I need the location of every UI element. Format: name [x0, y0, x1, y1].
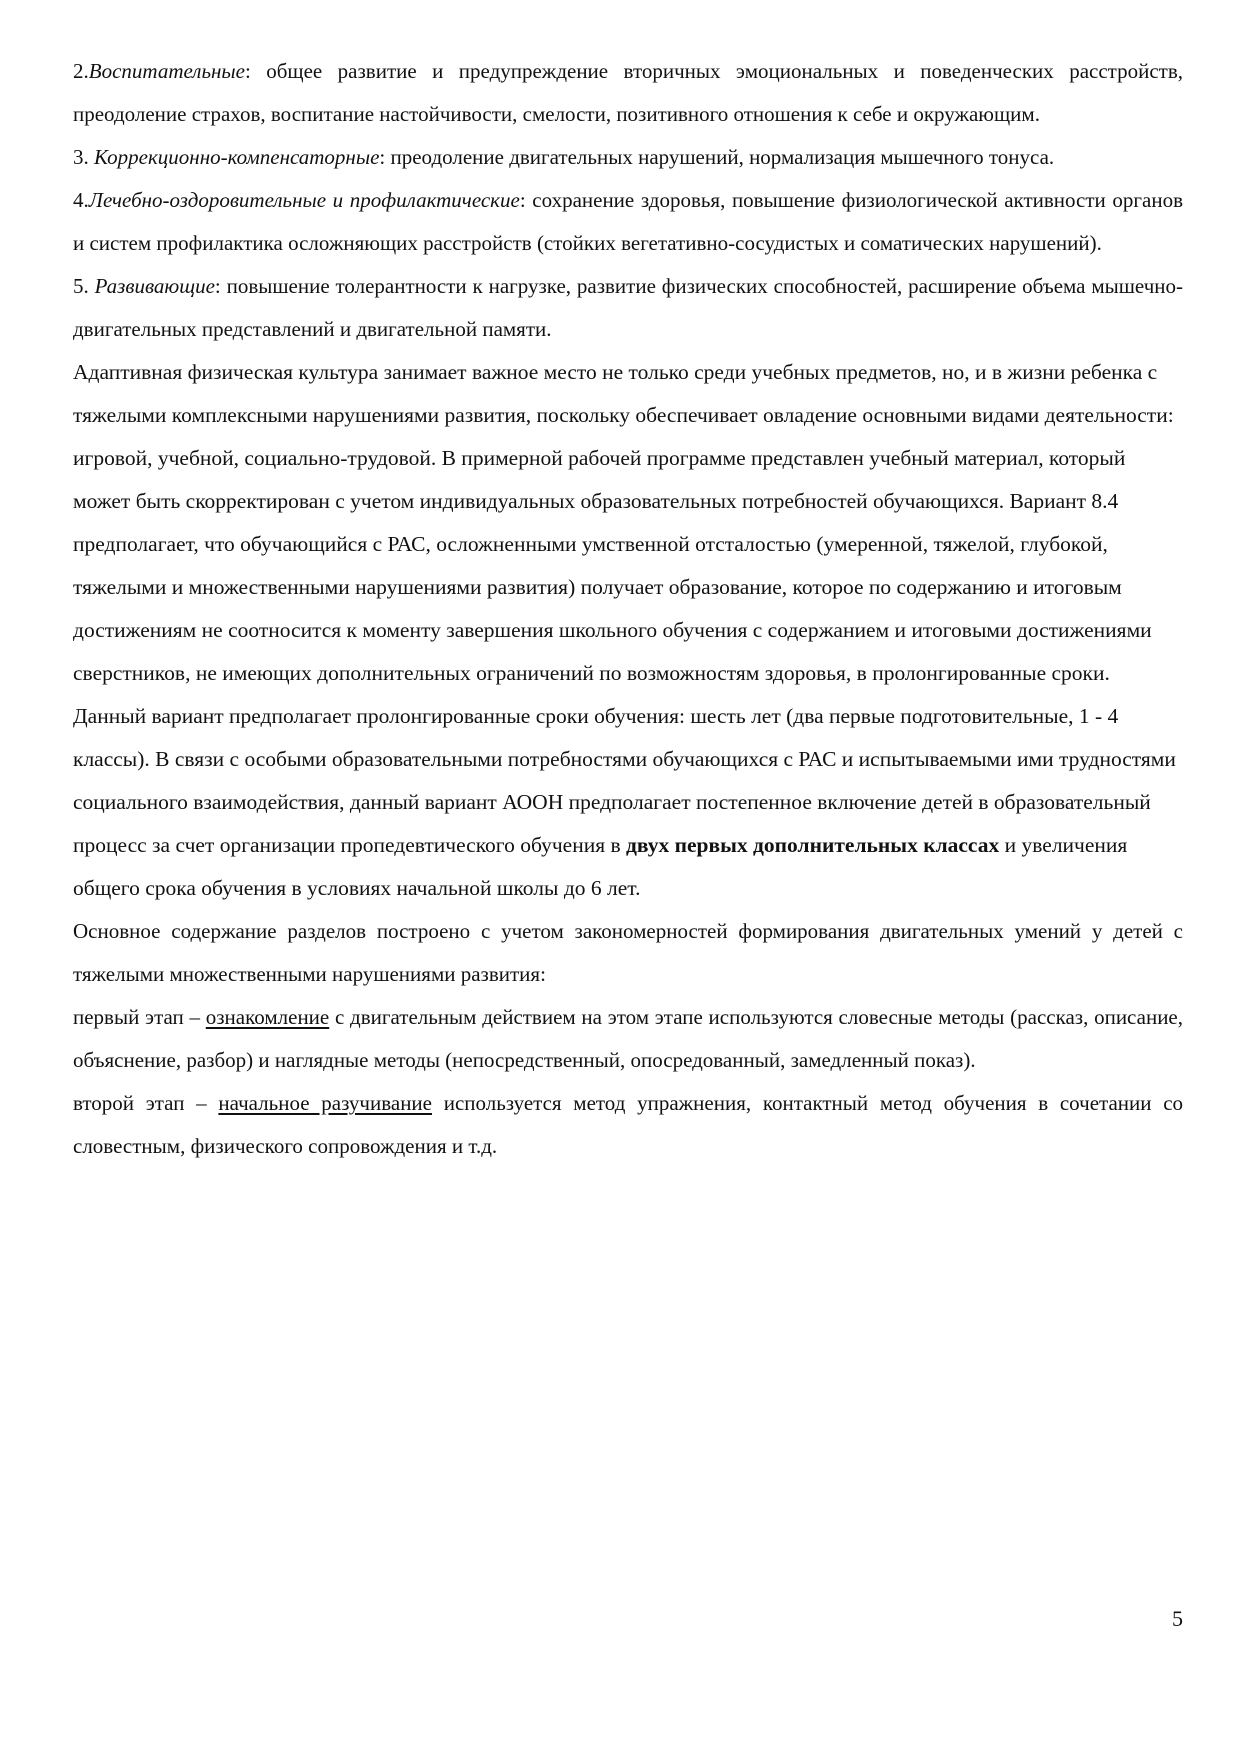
objective-developmental-label: Развивающие	[94, 274, 215, 298]
objective-health-label: Лечебно-оздоровительные и профилактические	[88, 188, 520, 212]
stage-two-title: начальное разучивание	[218, 1091, 432, 1115]
objective-educational-colon: :	[244, 59, 251, 83]
stage-one	[73, 996, 1183, 1082]
objective-health	[73, 179, 1183, 265]
objective-developmental	[73, 265, 1183, 351]
objective-developmental-text: повышение толерантности к нагрузке, развитие физических способностей, расширение объема мышечно-двигательных представлений и двигательной памяти.	[73, 274, 1183, 341]
objective-educational	[73, 50, 1183, 136]
objective-corrective-colon: :	[379, 145, 386, 169]
stage-one-prefix: первый этап –	[73, 1005, 206, 1029]
objective-educational-number: 2.	[73, 59, 89, 83]
stage-two-prefix: второй этап –	[73, 1091, 219, 1115]
objective-educational-text: общее развитие и предупреждение вторичных эмоциональных и поведенческих расстройств, преодоление страхов, воспитание настойчивости, смелости, позитивного отношения к себе и окружающим.	[73, 59, 1183, 126]
document-body	[73, 50, 1183, 1168]
objective-health-number: 4.	[73, 188, 89, 212]
objective-developmental-number: 5.	[73, 274, 95, 298]
stage-one-title: ознакомление	[205, 1005, 330, 1029]
objective-health-colon: :	[519, 188, 526, 212]
main-paragraph-ending: и увеличения общего срока обучения в условиях начальной школы до 6 лет.	[73, 833, 1128, 900]
objective-health-text: сохранение здоровья, повышение физиологической активности органов и систем профилактика осложняющих расстройств (стойких вегетативно-сосудистых и соматических нарушений).	[73, 188, 1183, 255]
objective-corrective-number: 3.	[73, 145, 94, 169]
objective-corrective-text: преодоление двигательных нарушений, нормализация мышечного тонуса.	[385, 145, 1055, 169]
stage-two-text: используется метод упражнения, контактный метод обучения в сочетании со словестным, физического сопровождения и т.д.	[73, 1091, 1184, 1158]
stages-intro: Основное содержание разделов построено с учетом закономерностей формирования двигательных умений у детей с тяжелыми множественными нарушениями развития:	[73, 919, 1183, 986]
objective-developmental-colon: :	[214, 274, 221, 298]
stage-one-text: с двигательным действием на этом этапе используются словесные методы (рассказ, описание, объяснение, разбор) и наглядные методы (непосредственный, опосредованный, замедленный показ).	[73, 1005, 1183, 1072]
main-paragraph	[73, 351, 1183, 910]
objective-corrective-label: Коррекционно-компенсаторные	[94, 145, 380, 169]
stage-two	[73, 1082, 1183, 1168]
main-paragraph-bold: двух первых дополнительных классах	[626, 833, 1000, 857]
page-number: 5	[1172, 1606, 1183, 1631]
main-paragraph-text: Адаптивная физическая культура занимает важное место не только среди учебных предметов, но, и в жизни ребенка с тяжелыми комплексными нарушениями развития, поскольку обеспечивает овладение основными видами деятельности: игровой, учебной, социально-трудовой. В примерной рабочей программе представлен учебный материал, который может быть скорректирован с учетом индивидуальных образовательных потребностей обучающихся. Вариант 8.4 предполагает, что обучающийся с РАС, осложненными умственной отсталостью (умеренной, тяжелой, глубокой, тяжелыми и множественными нарушениями развития) получает образование, которое по содержанию и итоговым достижениям не соотносится к моменту завершения школьного обучения с содержанием и итоговыми достижениями сверстников, не имеющих дополнительных ограничений по возможностям здоровья, в пролонгированные сроки. Данный вариант предполагает пролонгированные сроки обучения: шесть лет (два первые подготовительные, 1 - 4 классы). В связи с особыми образовательными потребностями обучающихся с РАС и испытываемыми ими трудностями социального взаимодействия, данный вариант АООН предполагает постепенное включение детей в образовательный процесс за счет организации пропедевтического обучения в	[73, 360, 1176, 857]
objective-corrective	[73, 136, 1183, 179]
objective-educational-label: Воспитательные	[88, 59, 245, 83]
